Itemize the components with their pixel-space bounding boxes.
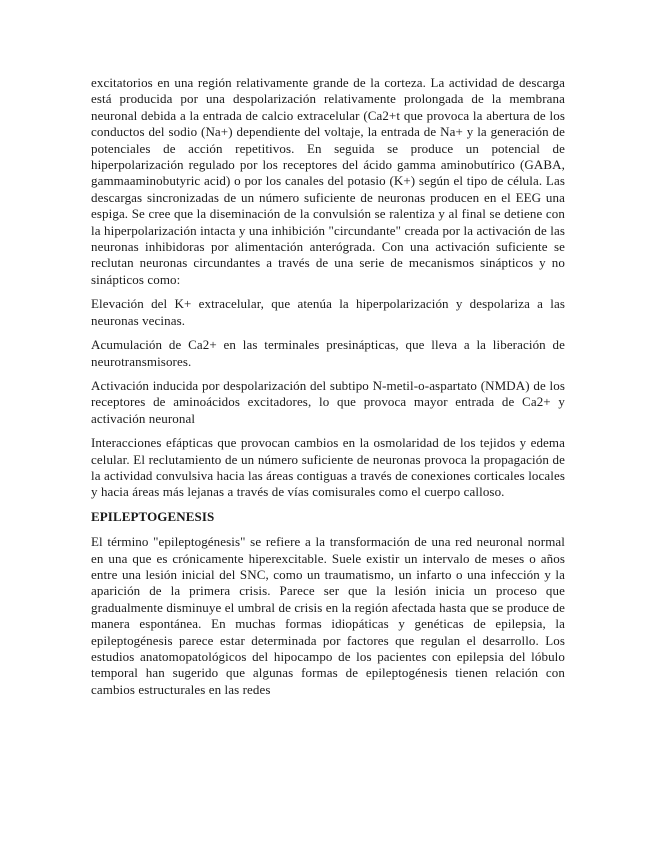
paragraph-potassium-elevation: Elevación del K+ extracelular, que atenúa la hiperpolarización y despolariza a las neuronas vecinas. bbox=[91, 296, 565, 328]
paragraph-ephaptic-interactions: Interacciones efápticas que provocan cambios en la osmolaridad de los tejidos y edema celular. El reclutamiento de un número suficiente de neuronas provoca la propagación de la actividad convulsiva hacia las áreas contiguas a través de conexiones corticales locales y hacia áreas más lejanas a través de vías comisurales como el cuerpo calloso. bbox=[91, 435, 565, 500]
document-page bbox=[91, 75, 565, 698]
paragraph-nmda-activation: Activación inducida por despolarización del subtipo N-metil-o-aspartato (NMDA) de los receptores de aminoácidos excitadores, lo que provoca mayor entrada de Ca2+ y activación neuronal bbox=[91, 377, 565, 426]
paragraph-calcium-accumulation: Acumulación de Ca2+ en las terminales presinápticas, que lleva a la liberación de neurotransmisores. bbox=[91, 337, 565, 369]
paragraph-epileptogenesis-definition: El término "epileptogénesis" se refiere a la transformación de una red neuronal normal en una que es crónicamente hiperexcitable. Suele existir un intervalo de meses o años entre una lesión inicial del SNC, como un traumatismo, un infarto o una infección y la aparición de la primera crisis. Parece ser que la lesión inicia un proceso que gradualmente disminuye el umbral de crisis en la región afectada hasta que se produce de manera espontánea. En muchas formas idiopáticas y genéticas de epilepsia, la epileptogénesis parece estar determinada por factores que regulan el desarrollo. Los estudios anatomopatológicos del hipocampo de los pacientes con epilepsia del lóbulo temporal han sugerido que algunas formas de epileptogénesis tienen relación con cambios estructurales en las redes bbox=[91, 534, 565, 697]
section-heading-epileptogenesis: EPILEPTOGENESIS bbox=[91, 508, 215, 524]
paragraph-excitatory-activity: excitatorios en una región relativamente grande de la corteza. La actividad de descarga está producida por una despolarización relativamente prolongada de la membrana neuronal debida a la entrada de calcio extracelular (Ca2+t que provoca la abertura de los conductos del sodio (Na+) dependiente del voltaje, la entrada de Na+ y la generación de potenciales de acción repetitivos. En seguida se produce un potencial de hiperpolarización regulado por los receptores del ácido gamma aminobutírico (GABA, gammaaminobutyric acid) o por los canales del potasio (K+) según el tipo de célula. Las descargas sincronizadas de un número suficiente de neuronas producen en el EEG una espiga. Se cree que la diseminación de la convulsión se ralentiza y al final se detiene con la hiperpolarización intacta y una inhibición "circundante" creada por la activación de las neuronas inhibidoras por alimentación anterógrada. Con una activación suficiente se reclutan neuronas circundantes a través de una serie de mecanismos sinápticos y no sinápticos como: bbox=[91, 75, 565, 287]
